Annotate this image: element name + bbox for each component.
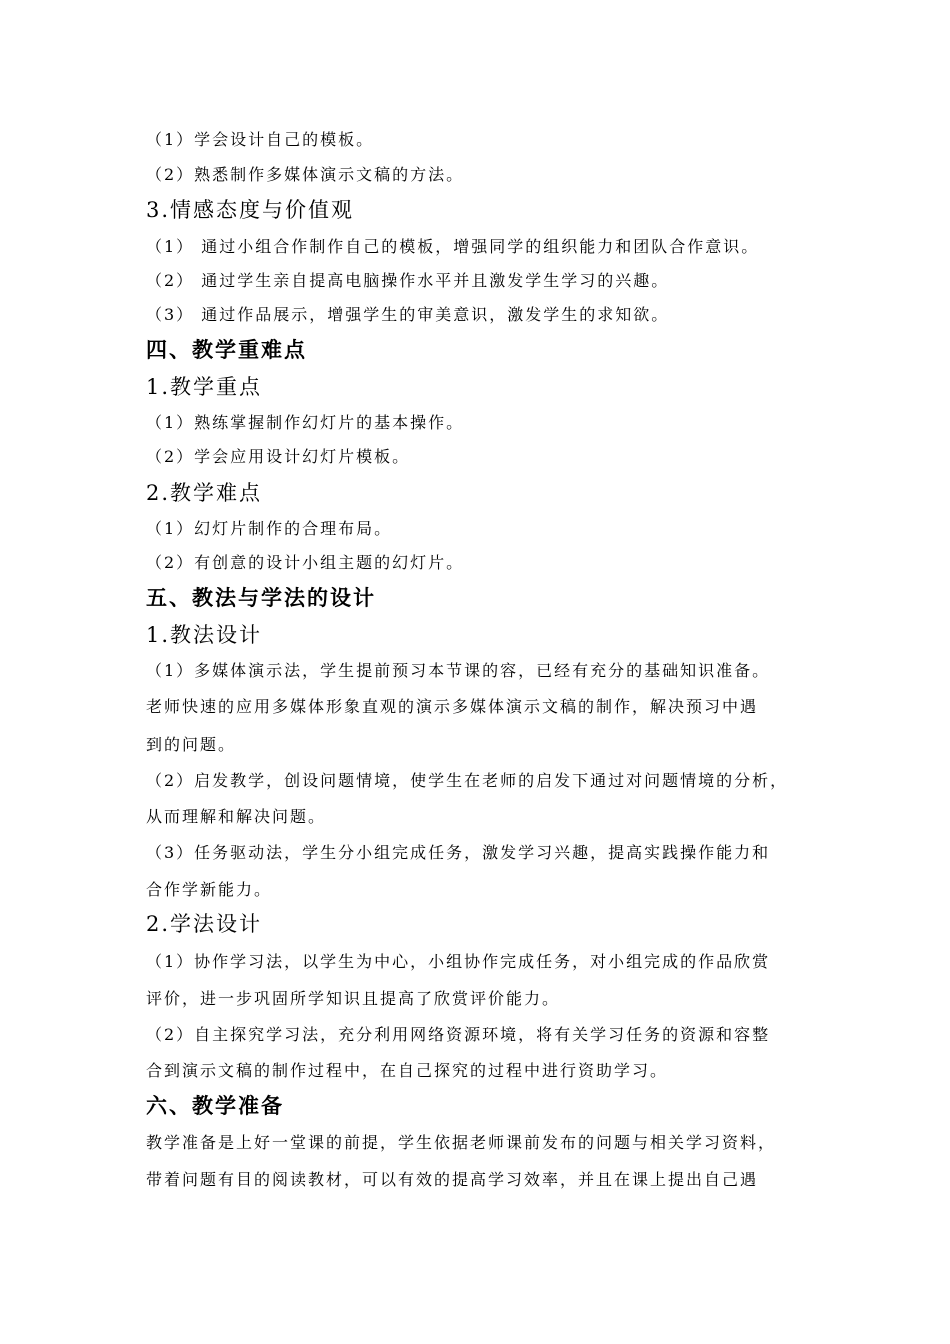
subsection-heading: 1.教学重点 bbox=[146, 375, 263, 399]
list-item: （2） 通过学生亲自提高电脑操作水平并且激发学生学习的兴趣。 bbox=[146, 271, 670, 290]
paragraph-line: 到的问题。 bbox=[146, 735, 237, 754]
subsection-heading: 3.情感态度与价值观 bbox=[146, 198, 355, 222]
list-item: （1）熟练掌握制作幻灯片的基本操作。 bbox=[146, 413, 465, 432]
paragraph-line: 教学准备是上好一堂课的前提，学生依据老师课前发布的问题与相关学习资料， bbox=[146, 1133, 777, 1152]
paragraph-line: 合到演示文稿的制作过程中，在自己探究的过程中进行资助学习。 bbox=[146, 1061, 669, 1080]
list-item: （2）熟悉制作多媒体演示文稿的方法。 bbox=[146, 165, 465, 184]
paragraph-line: 老师快速的应用多媒体形象直观的演示多媒体演示文稿的制作，解决预习中遇 bbox=[146, 697, 759, 716]
subsection-heading: 2.教学难点 bbox=[146, 481, 263, 505]
section-heading: 五、教法与学法的设计 bbox=[146, 586, 376, 610]
paragraph-line: 从而理解和解决问题。 bbox=[146, 807, 327, 826]
section-heading: 六、教学准备 bbox=[146, 1094, 284, 1118]
list-item: （2）学会应用设计幻灯片模板。 bbox=[146, 447, 411, 466]
paragraph-line: （2）自主探究学习法，充分利用网络资源环境，将有关学习任务的资源和容整 bbox=[146, 1025, 771, 1044]
paragraph-line: （1）多媒体演示法，学生提前预习本节课的容，已经有充分的基础知识准备。 bbox=[146, 661, 771, 680]
list-item: （1） 通过小组合作制作自己的模板，增强同学的组织能力和团队合作意识。 bbox=[146, 237, 760, 256]
section-heading: 四、教学重难点 bbox=[146, 338, 307, 362]
paragraph-line: （2）启发教学，创设问题情境，使学生在老师的启发下通过对问题情境的分析， bbox=[146, 771, 789, 790]
paragraph-line: 评价，进一步巩固所学知识且提高了欣赏评价能力。 bbox=[146, 989, 561, 1008]
subsection-heading: 1.教法设计 bbox=[146, 623, 263, 647]
paragraph-line: 带着问题有目的阅读教材，可以有效的提高学习效率，并且在课上提出自己遇 bbox=[146, 1170, 759, 1189]
paragraph-line: 合作学新能力。 bbox=[146, 880, 273, 899]
list-item: （1）幻灯片制作的合理布局。 bbox=[146, 519, 393, 538]
paragraph-line: （1）协作学习法，以学生为中心，小组协作完成任务，对小组完成的作品欣赏 bbox=[146, 952, 771, 971]
list-item: （2）有创意的设计小组主题的幻灯片。 bbox=[146, 553, 465, 572]
list-item: （3） 通过作品展示，增强学生的审美意识，激发学生的求知欲。 bbox=[146, 305, 670, 324]
list-item: （1）学会设计自己的模板。 bbox=[146, 130, 375, 149]
subsection-heading: 2.学法设计 bbox=[146, 912, 263, 936]
paragraph-line: （3）任务驱动法，学生分小组完成任务，激发学习兴趣，提高实践操作能力和 bbox=[146, 843, 771, 862]
